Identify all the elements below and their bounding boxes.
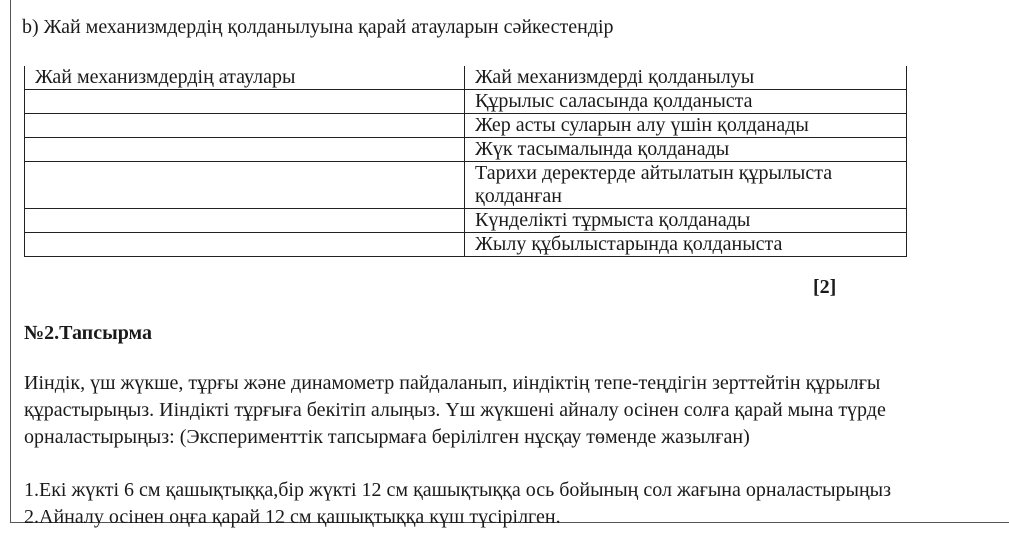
- mechanism-usage-cell: Жылу құбылыстарында қолданыста: [465, 233, 907, 257]
- mechanism-usage-cell: Күнделікті тұрмыста қолданады: [465, 209, 907, 233]
- task-2-steps: [24, 477, 1009, 531]
- header-mechanism-usage: Жай механизмдерді қолданылуы: [465, 66, 907, 90]
- matching-table: [24, 66, 907, 257]
- section-b-heading: b) Жай механизмдердің қолданылуына қарай атауларын сәйкестендір: [22, 16, 614, 38]
- step-item: 1.Екі жүкті 6 см қашықтыққа,бір жүкті 12 см қашықтыққа ось бойының сол жағына орналастырыңыз: [24, 479, 892, 501]
- mechanism-name-cell[interactable]: [25, 138, 465, 162]
- mechanism-usage-cell: Жер асты суларын алу үшін қолданады: [465, 114, 907, 138]
- description-line: орналастырыңыз: (Эксперименттік тапсырмаға берілілген нұсқау төменде жазылған): [24, 426, 750, 448]
- score-marker: [2]: [813, 276, 837, 298]
- mechanism-name-cell[interactable]: [25, 90, 465, 114]
- mechanism-usage-cell: Тарихи деректерде айтылатын құрылыста қолданған: [465, 162, 907, 209]
- mechanism-usage-cell: Жүк тасымалында қолданады: [465, 138, 907, 162]
- table-row: [25, 233, 907, 257]
- page-frame-left-border: [10, 0, 11, 522]
- description-line: Иіндік, үш жүкше, тұрғы және динамометр пайдаланып, иіндіктің тепе-теңдігін зерттейтін құрылғы: [24, 372, 881, 394]
- table-row: [25, 138, 907, 162]
- table-row: [25, 162, 907, 209]
- step-item: 2.Айналу осінен оңға қарай 12 см қашықтыққа күш түсірілген.: [24, 506, 561, 528]
- mechanism-name-cell[interactable]: [25, 209, 465, 233]
- mechanism-name-cell[interactable]: [25, 162, 465, 209]
- mechanism-name-cell[interactable]: [25, 114, 465, 138]
- task-2-title: №2.Тапсырма: [24, 322, 152, 344]
- table-row: [25, 114, 907, 138]
- description-line: құрастырыңыз. Иіндікті тұрғыға бекітіп алыңыз. Үш жүкшені айналу осінен солға қарай мына түрде: [24, 399, 886, 421]
- header-mechanism-names: Жай механизмдердің атаулары: [25, 66, 465, 90]
- mechanism-name-cell[interactable]: [25, 233, 465, 257]
- table-row: [25, 209, 907, 233]
- mechanism-usage-cell: Құрылыс саласында қолданыста: [465, 90, 907, 114]
- task-2-description: [24, 370, 1009, 451]
- table-header-row: [25, 66, 907, 90]
- table-row: [25, 90, 907, 114]
